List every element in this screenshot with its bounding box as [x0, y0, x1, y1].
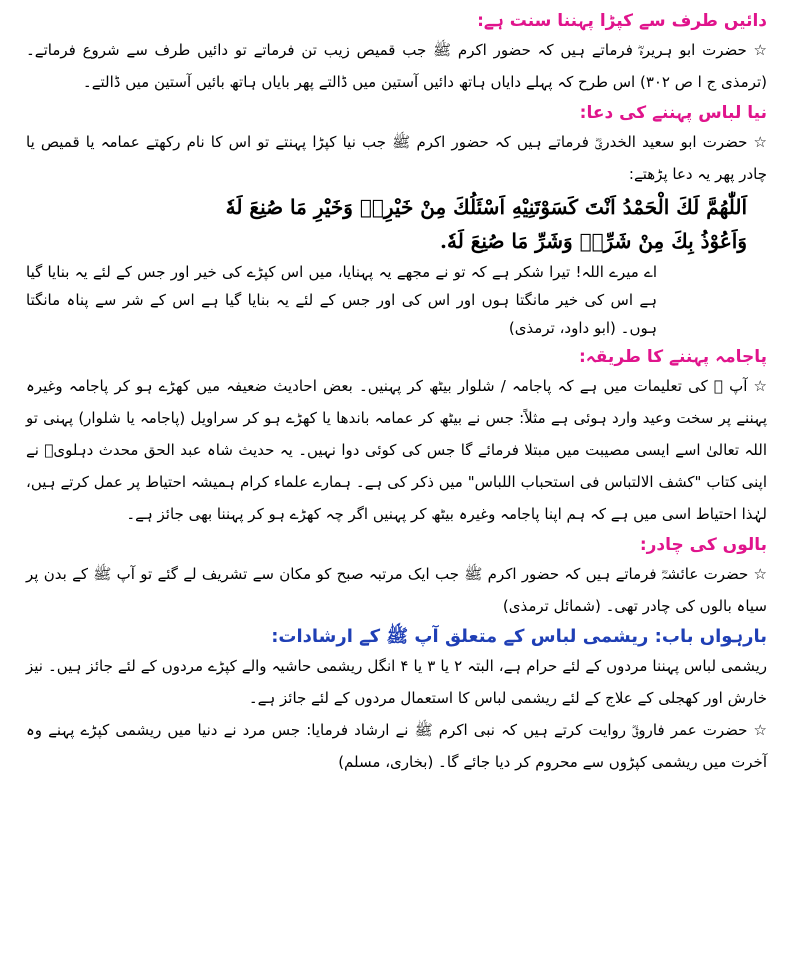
section-heading: پاجامہ پہننے کا طریقہ:: [578, 347, 767, 367]
paragraph: ☆ حضرت ابو ہریرہؓ فرماتے ہیں کہ حضور اکرم ﷺ جب قمیص زیب تن فرماتے تو دائیں طرف سے شروع فرماتے۔ (ترمذی ج ا ص ۳۰۲) اس طرح کہ پہلے دایاں ہاتھ دائیں آستین میں ڈالتے پھر بایاں ہاتھ بائیں آستین میں ڈالتے۔: [26, 41, 767, 91]
paragraph: ☆ حضرت عمر فاروقؓ روایت کرتے ہیں کہ نبی اکرم ﷺ نے ارشاد فرمایا: جس مرد نے دنیا میں ریشمی کپڑے پہنے وہ آخرت میں ریشمی کپڑوں سے محروم کر دیا جائے گا۔ (بخاری، مسلم): [26, 721, 767, 771]
arabic-dua-line: اَللّٰهُمَّ لَكَ الْحَمْدُ اَنْتَ كَسَوْتَنِيْهِ اَسْئَلُكَ مِنْ خَيْرِهٖ وَخَيْرِ مَا صُنِعَ لَهٗ: [225, 195, 747, 219]
chapter-heading: بارہواں باب: ریشمی لباس کے متعلق آپ ﷺ کے ارشادات:: [271, 626, 767, 647]
section-heading: بالوں کی چادر:: [639, 535, 767, 555]
paragraph: ریشمی لباس پہننا مردوں کے لئے حرام ہے، البتہ ۲ یا ۳ یا ۴ انگل ریشمی حاشیہ والے کپڑے مردوں کے لئے جائز ہیں۔ نیز خارش اور کھجلی کے علاج کے لئے ریشمی لباس کا استعمال مردوں کے لئے جائز ہے۔: [26, 657, 768, 707]
dua-translation: اے میرے اللہ! تیرا شکر ہے کہ تو نے مجھے یہ پہنایا، میں اس کپڑے کی خیر اور جس کے لئے یہ بنایا گیا ہے اس کی خیر مانگتا ہوں اور اس کی اور جس کے لئے یہ بنایا گیا ہے اس کے شر سے پناہ مانگتا ہوں۔ (ابو داود، ترمذی): [26, 263, 657, 337]
paragraph: ☆ حضرت ابو سعید الخدریؓ فرماتے ہیں کہ حضور اکرم ﷺ جب نیا کپڑا پہنتے تو اس کا نام رکھتے عمامہ یا قمیص یا چادر پھر یہ دعا پڑھتے:: [26, 133, 767, 183]
arabic-dua-line: وَاَعُوْذُ بِكَ مِنْ شَرِّهٖ وَشَرِّ مَا صُنِعَ لَهٗ.: [440, 229, 747, 253]
section-heading: دائیں طرف سے کپڑا پہننا سنت ہے:: [477, 11, 767, 31]
paragraph: ☆ حضرت عائشہؓ فرماتے ہیں کہ حضور اکرم ﷺ جب ایک مرتبہ صبح کو مکان سے تشریف لے گئے تو آپ ﷺ کے بدن پر سیاہ بالوں کی چادر تھی۔ (شمائل ترمذی): [26, 565, 767, 615]
section-heading: نیا لباس پہننے کی دعا:: [579, 103, 767, 123]
paragraph: ☆ آپ ﷺ کی تعلیمات میں ہے کہ پاجامہ / شلوار بیٹھ کر پہنیں۔ بعض احادیث ضعیفہ میں کھڑے ہو کر پاجامہ وغیرہ پہننے پر سخت وعید وارد ہوئی ہے مثلاً: جس نے بیٹھ کر عمامہ باندھا یا کھڑے ہو کر سراویل (پاجامہ یا شلوار) پہنی تو اللہ تعالیٰ اسے ایسی مصیبت میں مبتلا فرمائے گا جس کی کوئی دوا نہیں۔ یہ حدیث شاہ عبد الحق محدث دہلویؒ نے اپنی کتاب "کشف الالتباس فی استحباب اللباس" میں ذکر کی ہے۔ ہمارے علماء کرام ہمیشہ احتیاط پر عمل کرتے ہیں، لہٰذا احتیاط اسی میں ہے کہ ہم اپنا پاجامہ وغیرہ بیٹھ کر پہنیں اگر چہ کھڑے ہو کر پہننا بھی جائز ہے۔: [26, 377, 767, 523]
